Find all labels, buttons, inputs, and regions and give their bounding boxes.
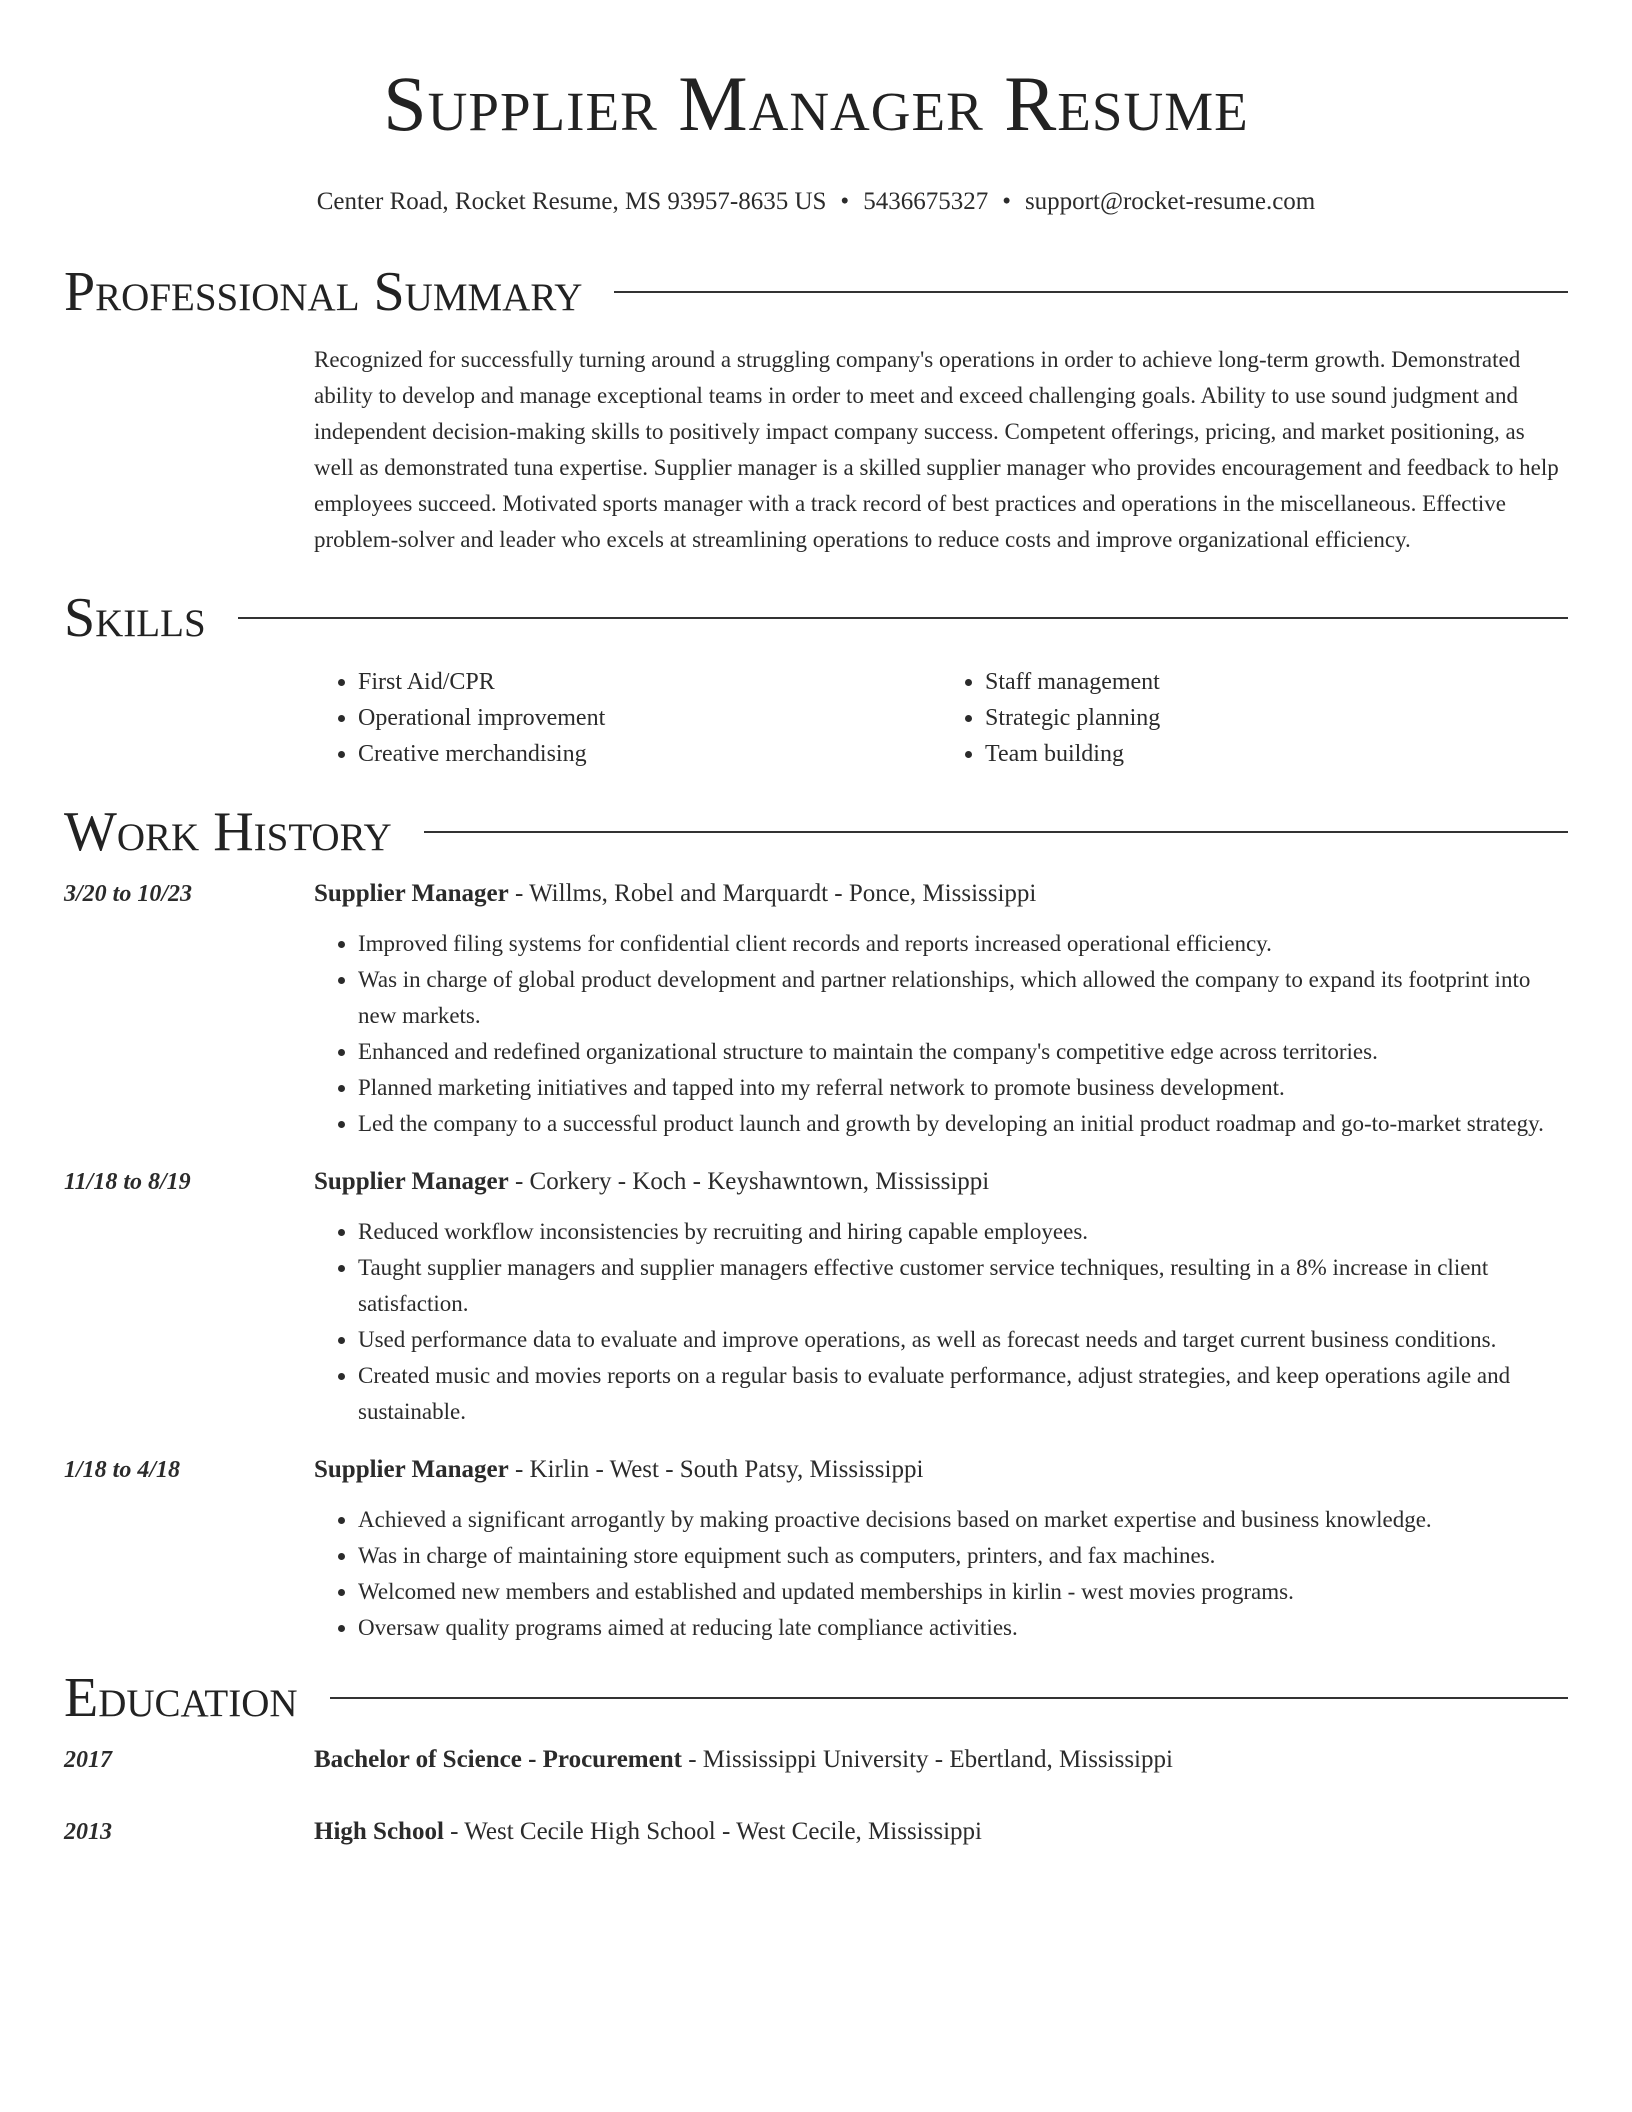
skill-item: • First Aid/CPR xyxy=(358,664,941,700)
education-year: 2013 xyxy=(64,1819,112,1845)
job-body xyxy=(314,1164,1568,1430)
job-bullet: • Oversaw quality programs aimed at reducing late compliance activities. xyxy=(358,1610,1568,1646)
job-bullet: • Reduced workflow inconsistencies by recruiting and hiring capable employees. xyxy=(358,1214,1568,1250)
education-section xyxy=(64,1668,1568,1850)
work-history-section xyxy=(64,802,1568,1646)
phone: 5436675327 xyxy=(863,188,989,215)
job-employer: - Corkery - Koch - Keyshawntown, Mississippi xyxy=(508,1168,990,1195)
job-bullet: • Was in charge of global product development and partner relationships, which allowed the company to expand its footprint into new markets. xyxy=(358,962,1568,1034)
school: - West Cecile High School - West Cecile, Mississippi xyxy=(443,1818,982,1845)
separator: • xyxy=(1002,188,1011,215)
skill-item: • Team building xyxy=(985,736,1568,772)
job-bullet: • Achieved a significant arrogantly by making proactive decisions based on market expertise and business knowledge. xyxy=(358,1502,1568,1538)
resume-title: Supplier Manager Resume xyxy=(383,60,1249,147)
job-title: Supplier Manager xyxy=(314,880,509,907)
job-bullet: • Welcomed new members and established and updated memberships in kirlin - west movies programs. xyxy=(358,1574,1568,1610)
address: Center Road, Rocket Resume, MS 93957-8635 US xyxy=(316,188,827,215)
work-history-heading: Work History xyxy=(64,801,392,863)
job-dates: 11/18 to 8/19 xyxy=(64,1169,191,1195)
skills-column-left xyxy=(314,664,941,772)
skills-column-right xyxy=(941,664,1568,772)
job-dates: 3/20 to 10/23 xyxy=(64,881,193,907)
summary-heading: Professional Summary xyxy=(64,261,583,323)
job-body xyxy=(314,876,1568,1142)
job-bullets xyxy=(314,1214,1568,1430)
skill-item: • Operational improvement xyxy=(358,700,941,736)
job-bullet: • Taught supplier managers and supplier managers effective customer service techniques, resulting in a 8% increase in client satisfaction. xyxy=(358,1250,1568,1322)
job-bullet: • Planned marketing initiatives and tapped into my referral network to promote business development. xyxy=(358,1070,1568,1106)
job-bullet: • Led the company to a successful product launch and growth by developing an initial product roadmap and go-to-market strategy. xyxy=(358,1106,1568,1142)
job-title: Supplier Manager xyxy=(314,1168,509,1195)
education-header xyxy=(314,1742,1568,1778)
education-heading: Education xyxy=(64,1667,298,1729)
job-entry xyxy=(64,1164,1568,1430)
education-year: 2017 xyxy=(64,1747,112,1773)
job-bullets xyxy=(314,926,1568,1142)
skills-heading: Skills xyxy=(64,587,206,649)
email: support@rocket-resume.com xyxy=(1024,188,1316,215)
job-entry xyxy=(64,876,1568,1142)
job-title: Supplier Manager xyxy=(314,1456,509,1483)
job-header xyxy=(314,1452,1568,1488)
skills-section xyxy=(64,588,1568,772)
section-heading xyxy=(64,262,1568,322)
job-bullet: • Used performance data to evaluate and improve operations, as well as forecast needs and target current business conditions. xyxy=(358,1322,1568,1358)
job-bullet: • Was in charge of maintaining store equipment such as computers, printers, and fax machines. xyxy=(358,1538,1568,1574)
job-employer: - Kirlin - West - South Patsy, Mississippi xyxy=(508,1456,924,1483)
skills-list xyxy=(314,664,1568,772)
job-bullet: • Enhanced and redefined organizational structure to maintain the company's competitive edge across territories. xyxy=(358,1034,1568,1070)
divider xyxy=(330,1697,1568,1699)
summary-section xyxy=(64,262,1568,558)
education-entry xyxy=(64,1814,1568,1850)
job-dates: 1/18 to 4/18 xyxy=(64,1457,181,1483)
section-heading xyxy=(64,1668,1568,1728)
job-bullets xyxy=(314,1502,1568,1646)
job-header xyxy=(314,876,1568,912)
summary-text: Recognized for successfully turning around a struggling company's operations in order to achieve long-term growth. Demonstrated ability to develop and manage exceptional teams in order to meet and exceed challenging goals. Ability to use sound judgment and independent decision-making skills to positively impact company success. Competent offerings, pricing, and market positioning, as well as demonstrated tuna expertise. Supplier manager is a skilled supplier manager who provides encouragement and feedback to help employees succeed. Motivated sports manager with a track record of best practices and operations in the miscellaneous. Effective problem-solver and leader who excels at streamlining operations to reduce costs and improve organizational efficiency. xyxy=(314,347,1559,552)
separator: • xyxy=(840,188,850,215)
degree: Bachelor of Science - Procurement xyxy=(314,1746,682,1773)
education-body xyxy=(314,1742,1568,1778)
education-body xyxy=(314,1814,1568,1850)
job-body xyxy=(314,1452,1568,1646)
skill-item: • Creative merchandising xyxy=(358,736,941,772)
skill-item: • Staff management xyxy=(985,664,1568,700)
divider xyxy=(238,617,1568,619)
skill-item: • Strategic planning xyxy=(985,700,1568,736)
section-heading xyxy=(64,802,1568,862)
contact-line xyxy=(64,186,1568,218)
job-bullet: • Improved filing systems for confidential client records and reports increased operational efficiency. xyxy=(358,926,1568,962)
job-header xyxy=(314,1164,1568,1200)
section-heading xyxy=(64,588,1568,648)
divider xyxy=(424,831,1568,833)
education-header xyxy=(314,1814,1568,1850)
degree: High School xyxy=(314,1818,444,1845)
education-entry xyxy=(64,1742,1568,1778)
school: - Mississippi University - Ebertland, Mississippi xyxy=(681,1746,1173,1773)
divider xyxy=(614,291,1568,293)
job-bullet: • Created music and movies reports on a regular basis to evaluate performance, adjust strategies, and keep operations agile and sustainable. xyxy=(358,1358,1568,1430)
job-employer: - Willms, Robel and Marquardt - Ponce, Mississippi xyxy=(508,880,1037,907)
job-entry xyxy=(64,1452,1568,1646)
